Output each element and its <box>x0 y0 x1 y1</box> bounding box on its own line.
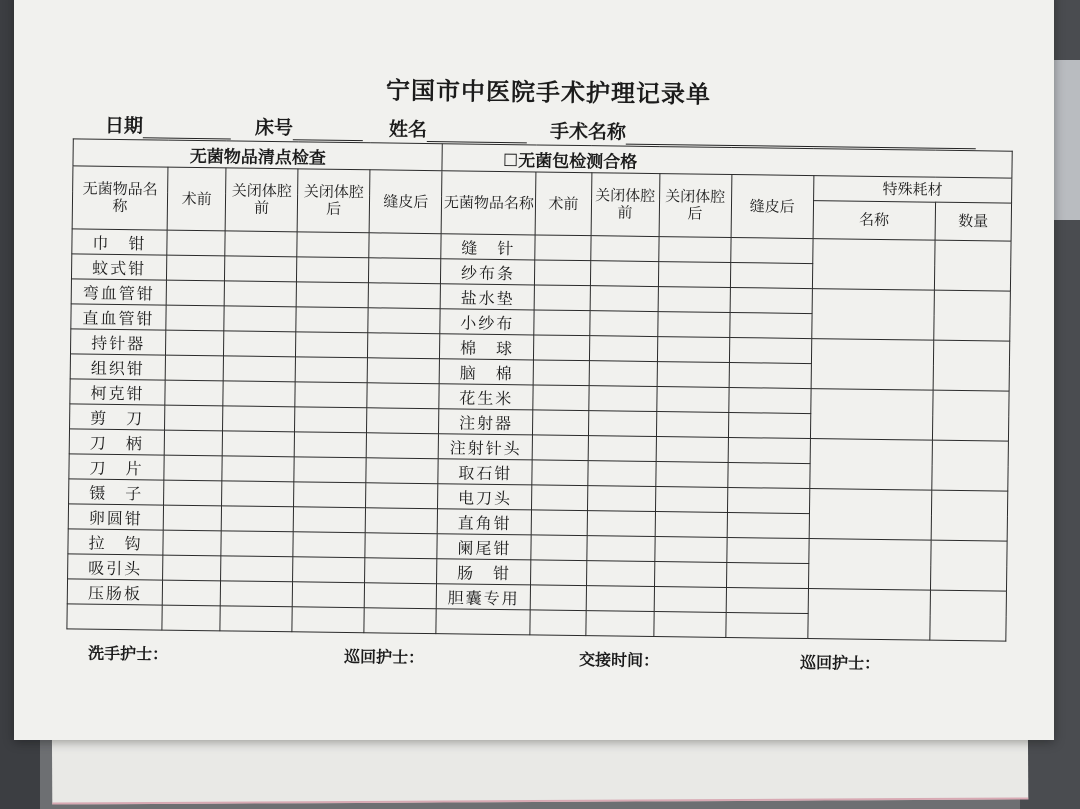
left-count-cell[interactable] <box>221 506 293 532</box>
special-name-cell[interactable] <box>811 339 934 391</box>
right-count-cell[interactable] <box>535 235 590 261</box>
header-after-skin-left: 缝皮后 <box>369 170 442 234</box>
left-count-cell[interactable] <box>164 455 222 481</box>
patient-name-blank <box>427 123 527 143</box>
left-count-cell[interactable] <box>224 281 296 307</box>
left-count-cell[interactable] <box>294 432 366 458</box>
left-count-cell[interactable] <box>296 307 368 333</box>
left-count-cell[interactable] <box>220 606 292 632</box>
right-count-cell[interactable] <box>658 237 730 263</box>
right-count-cell[interactable] <box>533 435 588 461</box>
left-item-name: 卵圆钳 <box>68 504 163 530</box>
left-count-cell[interactable] <box>366 483 438 509</box>
right-count-cell[interactable] <box>728 437 810 463</box>
left-count-cell[interactable] <box>163 505 221 531</box>
left-count-cell[interactable] <box>167 230 225 256</box>
right-count-cell[interactable] <box>587 461 655 487</box>
right-count-cell[interactable] <box>654 562 726 588</box>
right-count-cell[interactable] <box>533 410 588 436</box>
left-item-name: 压肠板 <box>67 579 162 605</box>
special-qty-cell[interactable] <box>930 590 1007 641</box>
left-item-name: 刀 柄 <box>69 429 164 455</box>
right-count-cell[interactable] <box>534 335 589 361</box>
right-count-cell[interactable] <box>656 387 728 413</box>
right-count-cell[interactable] <box>532 510 587 536</box>
left-count-cell[interactable] <box>222 431 294 457</box>
right-count-cell[interactable] <box>726 537 808 563</box>
right-count-cell[interactable] <box>590 286 658 312</box>
special-qty-cell[interactable] <box>934 290 1011 341</box>
left-count-cell[interactable] <box>295 382 367 408</box>
left-count-cell[interactable] <box>165 380 223 406</box>
right-count-cell[interactable] <box>730 238 812 264</box>
right-count-cell[interactable] <box>585 611 653 637</box>
left-count-cell[interactable] <box>364 608 436 634</box>
left-count-cell[interactable] <box>225 256 297 282</box>
left-count-cell[interactable] <box>220 581 292 607</box>
right-count-cell[interactable] <box>653 612 725 638</box>
right-count-cell[interactable] <box>534 360 589 386</box>
left-count-cell[interactable] <box>162 580 220 606</box>
left-count-cell[interactable] <box>165 355 223 381</box>
left-count-cell[interactable] <box>295 407 367 433</box>
left-count-cell[interactable] <box>293 532 365 558</box>
right-item-name: 注射针头 <box>439 434 533 460</box>
left-item-name <box>67 604 162 630</box>
special-name-cell[interactable] <box>812 239 935 291</box>
left-count-cell[interactable] <box>166 305 224 331</box>
right-count-cell[interactable] <box>532 485 587 511</box>
circulating-nurse-label-2: 巡回护士： <box>799 652 881 673</box>
special-qty-cell[interactable] <box>931 490 1008 541</box>
right-count-cell[interactable] <box>727 462 809 488</box>
left-item-name: 刀 片 <box>69 454 164 480</box>
bed-blank <box>293 121 363 141</box>
right-item-name: 直角钳 <box>438 509 532 535</box>
special-qty-cell[interactable] <box>930 540 1007 591</box>
left-count-cell[interactable] <box>223 356 295 382</box>
bed-field[interactable] <box>255 113 363 141</box>
left-count-cell[interactable] <box>223 406 295 432</box>
right-count-cell[interactable] <box>728 412 810 438</box>
header-after-cavity-right: 关闭体腔后 <box>659 174 732 238</box>
checkbox-icon[interactable]: ☐ <box>502 150 519 171</box>
left-count-cell[interactable] <box>367 383 439 409</box>
info-row <box>104 111 1005 144</box>
left-count-cell[interactable] <box>162 605 220 631</box>
left-item-name: 拉 钩 <box>68 529 163 555</box>
left-item-name: 组织钳 <box>70 354 165 380</box>
left-count-cell[interactable] <box>293 507 365 533</box>
header-after-skin-right: 缝皮后 <box>731 175 814 239</box>
scrub-nurse-label: 洗手护士： <box>87 643 169 664</box>
left-item-name: 巾 钳 <box>72 229 167 255</box>
right-count-cell[interactable] <box>657 337 729 363</box>
special-qty-cell[interactable] <box>933 340 1010 391</box>
right-count-cell[interactable] <box>532 460 587 486</box>
right-count-cell[interactable] <box>655 462 727 488</box>
right-count-cell[interactable] <box>590 236 658 262</box>
right-item-name: 肠 钳 <box>437 559 531 585</box>
right-count-cell[interactable] <box>589 311 657 337</box>
left-count-cell[interactable] <box>223 381 295 407</box>
section-sterile-count: 无菌物品清点检查 <box>73 139 443 171</box>
special-name-cell[interactable] <box>810 439 933 491</box>
left-count-cell[interactable] <box>166 280 224 306</box>
special-name-cell[interactable] <box>808 539 931 591</box>
left-count-cell[interactable] <box>365 533 437 559</box>
right-count-cell[interactable] <box>531 560 586 586</box>
left-count-cell[interactable] <box>368 283 440 309</box>
right-item-name: 缝 针 <box>441 234 535 260</box>
right-count-cell[interactable] <box>658 287 730 313</box>
right-item-name: 盐水垫 <box>440 284 534 310</box>
date-blank <box>143 119 231 139</box>
right-count-cell[interactable] <box>654 537 726 563</box>
right-count-cell[interactable] <box>728 387 810 413</box>
header-special-supplies: 特殊耗材 <box>813 176 1012 204</box>
right-count-cell[interactable] <box>534 310 589 336</box>
right-count-cell[interactable] <box>535 260 590 286</box>
patient-name-label: 姓名 <box>388 118 428 142</box>
surgery-name-field[interactable] <box>550 117 976 150</box>
left-count-cell[interactable] <box>164 480 222 506</box>
right-count-cell[interactable] <box>729 337 811 363</box>
right-item-name: 胆囊专用 <box>437 584 531 610</box>
left-count-cell[interactable] <box>294 457 366 483</box>
handover-time-label: 交接时间： <box>578 650 660 671</box>
left-item-name: 持针器 <box>70 329 165 355</box>
left-count-cell[interactable] <box>365 508 437 534</box>
special-name-cell[interactable] <box>809 489 932 541</box>
special-name-cell[interactable] <box>808 589 931 641</box>
right-count-cell[interactable] <box>533 385 588 411</box>
left-count-cell[interactable] <box>368 308 440 334</box>
right-count-cell[interactable] <box>730 263 812 289</box>
left-count-cell[interactable] <box>225 231 297 257</box>
left-count-cell[interactable] <box>167 255 225 281</box>
right-count-cell[interactable] <box>730 288 812 314</box>
special-qty-cell[interactable] <box>934 240 1011 291</box>
right-count-cell[interactable] <box>535 285 590 311</box>
left-count-cell[interactable] <box>296 282 368 308</box>
right-item-name: 电刀头 <box>438 484 532 510</box>
right-count-cell[interactable] <box>655 487 727 513</box>
header-special-name: 名称 <box>813 201 936 240</box>
header-item-name-right: 无菌物品名称 <box>441 171 536 235</box>
right-count-cell[interactable] <box>654 587 726 613</box>
right-count-cell[interactable] <box>590 261 658 287</box>
left-count-cell[interactable] <box>297 257 369 283</box>
right-count-cell[interactable] <box>726 562 808 588</box>
right-item-name: 脑 棉 <box>440 359 534 385</box>
right-count-cell[interactable] <box>727 512 809 538</box>
right-count-cell[interactable] <box>658 262 730 288</box>
left-count-cell[interactable] <box>222 456 294 482</box>
form-content <box>36 48 1054 701</box>
right-count-cell[interactable] <box>588 436 656 462</box>
right-count-cell[interactable] <box>587 486 655 512</box>
right-count-cell[interactable] <box>588 386 656 412</box>
right-count-cell[interactable] <box>727 487 809 513</box>
signature-footer <box>74 640 1014 673</box>
right-count-cell[interactable] <box>586 561 654 587</box>
left-count-cell[interactable] <box>164 430 222 456</box>
left-count-cell[interactable] <box>166 330 224 356</box>
right-item-name <box>436 609 530 635</box>
special-name-cell[interactable] <box>811 289 934 341</box>
circulating-nurse-label-1: 巡回护士： <box>343 646 425 668</box>
left-item-name: 柯克钳 <box>70 379 165 405</box>
right-count-cell[interactable] <box>729 312 811 338</box>
right-item-name: 纱布条 <box>441 259 535 285</box>
form-sheet <box>14 0 1054 740</box>
left-count-cell[interactable] <box>297 232 369 258</box>
right-count-cell[interactable] <box>726 587 808 613</box>
left-count-cell[interactable] <box>292 582 364 608</box>
left-count-cell[interactable] <box>165 405 223 431</box>
special-qty-cell[interactable] <box>932 390 1009 441</box>
header-close-cavity-right: 关闭体腔前 <box>591 173 660 237</box>
right-count-cell[interactable] <box>586 536 654 562</box>
right-item-name: 小纱布 <box>440 309 534 335</box>
left-count-cell[interactable] <box>367 408 439 434</box>
left-item-name: 弯血管钳 <box>71 279 166 305</box>
header-pre-op-left: 术前 <box>167 167 226 231</box>
right-count-cell[interactable] <box>657 312 729 338</box>
right-count-cell[interactable] <box>657 362 729 388</box>
left-count-cell[interactable] <box>368 333 440 359</box>
header-special-qty: 数量 <box>935 203 1012 242</box>
right-item-name: 花生米 <box>439 384 533 410</box>
left-count-cell[interactable] <box>224 331 296 357</box>
left-count-cell[interactable] <box>366 458 438 484</box>
special-qty-cell[interactable] <box>932 440 1009 491</box>
right-count-cell[interactable] <box>656 437 728 463</box>
right-count-cell[interactable] <box>729 362 811 388</box>
right-count-cell[interactable] <box>656 412 728 438</box>
right-count-cell[interactable] <box>531 535 586 561</box>
left-count-cell[interactable] <box>296 332 368 358</box>
left-count-cell[interactable] <box>367 358 439 384</box>
right-count-cell[interactable] <box>725 612 807 638</box>
left-count-cell[interactable] <box>292 607 364 633</box>
right-count-cell[interactable] <box>587 511 655 537</box>
patient-name-field[interactable] <box>389 115 527 144</box>
package-check-label: 无菌包检测合格 <box>518 150 638 173</box>
right-count-cell[interactable] <box>586 586 654 612</box>
header-after-cavity-left: 关闭体腔后 <box>297 169 370 233</box>
right-count-cell[interactable] <box>531 585 586 611</box>
special-name-cell[interactable] <box>810 389 933 441</box>
header-close-cavity-left: 关闭体腔前 <box>225 168 298 232</box>
left-count-cell[interactable] <box>163 555 221 581</box>
right-item-name: 阑尾钳 <box>437 534 531 560</box>
surgery-name-label: 手术名称 <box>549 120 627 144</box>
bed-label: 床号 <box>254 116 294 140</box>
right-item-name: 取石钳 <box>438 459 532 485</box>
left-item-name: 吸引头 <box>68 554 163 580</box>
right-count-cell[interactable] <box>588 411 656 437</box>
left-count-cell[interactable] <box>221 531 293 557</box>
right-count-cell[interactable] <box>589 361 657 387</box>
left-item-name: 剪 刀 <box>70 404 165 430</box>
right-count-cell[interactable] <box>589 336 657 362</box>
right-item-name: 注射器 <box>439 409 533 435</box>
left-count-cell[interactable] <box>222 481 294 507</box>
left-item-name: 镊 子 <box>69 479 164 505</box>
sterile-items-table <box>66 138 1012 641</box>
left-count-cell[interactable] <box>294 482 366 508</box>
header-pre-op-right: 术前 <box>536 172 592 236</box>
left-count-cell[interactable] <box>364 583 436 609</box>
left-count-cell[interactable] <box>366 433 438 459</box>
right-count-cell[interactable] <box>655 512 727 538</box>
left-count-cell[interactable] <box>295 357 367 383</box>
left-count-cell[interactable] <box>224 306 296 332</box>
left-count-cell[interactable] <box>365 558 437 584</box>
right-count-cell[interactable] <box>530 610 585 636</box>
left-count-cell[interactable] <box>221 556 293 582</box>
left-item-name: 蚊式钳 <box>71 254 166 280</box>
left-count-cell[interactable] <box>293 557 365 583</box>
item-rows <box>67 229 1011 641</box>
left-count-cell[interactable] <box>163 530 221 556</box>
date-field[interactable] <box>105 111 231 140</box>
right-item-name: 棉 球 <box>440 334 534 360</box>
date-label: 日期 <box>104 114 144 138</box>
left-count-cell[interactable] <box>369 258 441 284</box>
left-item-name: 直血管钳 <box>71 304 166 330</box>
header-item-name-left: 无菌物品名 称 <box>72 166 168 230</box>
left-count-cell[interactable] <box>369 233 441 259</box>
form-title: 宁国市中医院手术护理记录单 <box>385 76 712 109</box>
